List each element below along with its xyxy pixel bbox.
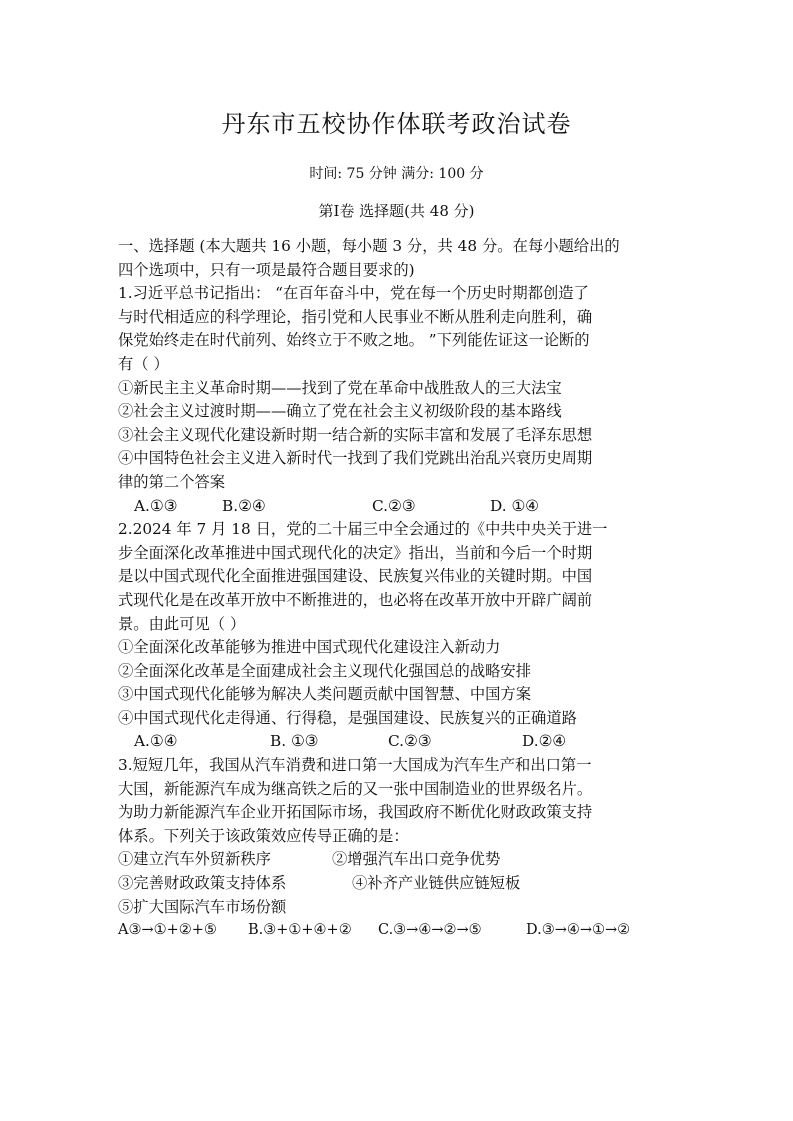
statement: ①全面深化改革能够为推进中国式现代化建设注入新动力 (118, 638, 501, 657)
question-3 (118, 754, 681, 943)
option-b: B.③+①+④+② (248, 922, 352, 939)
exam-body (118, 235, 681, 943)
question-stem-line: 与时代相适应的科学理论，指引党和人民事业不断从胜利走向胜利，确 (118, 307, 593, 326)
option-a: A.①③ (134, 496, 178, 515)
question-stem-line: 保党始终走在时代前列、始终立于不败之地。 ”下列能佐证这一论断的 (118, 331, 590, 350)
question-stem-line: 有（ ） (118, 354, 169, 373)
exam-title: 丹东市五校协作体联考政治试卷 (221, 110, 572, 138)
option-c: C.③→④→②→⑤ (378, 922, 482, 939)
statement: ⑤扩大国际汽车市场份额 (118, 897, 287, 916)
option-a: A③→①+②+⑤ (118, 922, 217, 939)
question-stem-line: 是以中国式现代化全面推进强国建设、民族复兴伟业的关键时期。中国 (118, 567, 593, 586)
section-intro (118, 235, 681, 282)
option-b: B.②④ (222, 496, 266, 515)
option-d: D.③→④→①→② (526, 922, 631, 939)
option-c: C.②③ (388, 732, 432, 751)
statement: ③完善财政政策支持体系 (118, 874, 287, 893)
answer-options (118, 730, 681, 754)
statement: ③社会主义现代化建设新时期一结合新的实际丰富和发展了毛泽东思想 (118, 425, 593, 444)
statement: ①新民主主义革命时期——找到了党在革命中战胜敌人的三大法宝 (118, 378, 562, 397)
section-intro-line: 一、选择题 (本大题共 16 小题，每小题 3 分，共 48 分。在每小题给出的 (118, 237, 620, 255)
question-stem-line: 1.习近平总书记指出： “在百年奋斗中，党在每一个历史时期都创造了 (118, 284, 589, 303)
statement: ④中国特色社会主义进入新时代一找到了我们党跳出治乱兴衰历史周期 (118, 449, 593, 468)
section-intro-line: 四个选项中，只有一项是最符合题目要求的) (118, 260, 415, 279)
statement: 律的第二个答案 (118, 472, 226, 491)
option-d: D. ①④ (490, 496, 539, 515)
statement-row (118, 872, 681, 896)
option-d: D.②④ (522, 732, 567, 751)
answer-options (118, 919, 681, 943)
statement: ③中国式现代化能够为解决人类问题贡献中国智慧、中国方案 (118, 685, 532, 704)
question-stem-line: 为助力新能源汽车企业开拓国际市场，我国政府不断优化财政政策支持 (118, 803, 593, 822)
question-stem-line: 式现代化是在改革开放中不断推进的，也必将在改革开放中开辟广阔前 (118, 590, 593, 609)
question-stem-line: 步全面深化改革推进中国式现代化的决定》指出，当前和今后一个时期 (118, 543, 593, 562)
question-stem-line: 2.2024 年 7 月 18 日，党的二十届三中全会通过的《中共中央关于进一 (118, 520, 608, 539)
option-a: A.①④ (134, 732, 178, 751)
statement: ②全面深化改革是全面建成社会主义现代化强国总的战略安排 (118, 661, 532, 680)
option-c: C.②③ (372, 496, 416, 515)
question-stem-line: 3.短短几年，我国从汽车消费和进口第一大国成为汽车生产和出口第一 (118, 756, 592, 775)
question-stem-line: 体系。下列关于该政策效应传导正确的是： (118, 826, 409, 845)
question-stem-line: 大国，新能源汽车成为继高铁之后的又一张中国制造业的世界级名片。 (118, 779, 593, 798)
statement: ②增强汽车出口竞争优势 (332, 850, 501, 869)
statement: ④中国式现代化走得通、行得稳，是强国建设、民族复兴的正确道路 (118, 708, 577, 727)
question-2 (118, 518, 681, 754)
question-1 (118, 282, 681, 518)
part-heading: 第Ⅰ卷 选择题(共 48 分) (318, 202, 475, 220)
question-stem-line: 景。由此可见（ ） (118, 614, 246, 633)
exam-meta: 时间: 75 分钟 满分: 100 分 (309, 166, 484, 182)
statement: ①建立汽车外贸新秩序 (118, 850, 271, 869)
statement-row (118, 848, 681, 872)
statement: ④补齐产业链供应链短板 (352, 874, 521, 893)
option-b: B. ①③ (270, 732, 319, 751)
statement: ②社会主义过渡时期——确立了党在社会主义初级阶段的基本路线 (118, 402, 562, 421)
answer-options (118, 495, 681, 519)
